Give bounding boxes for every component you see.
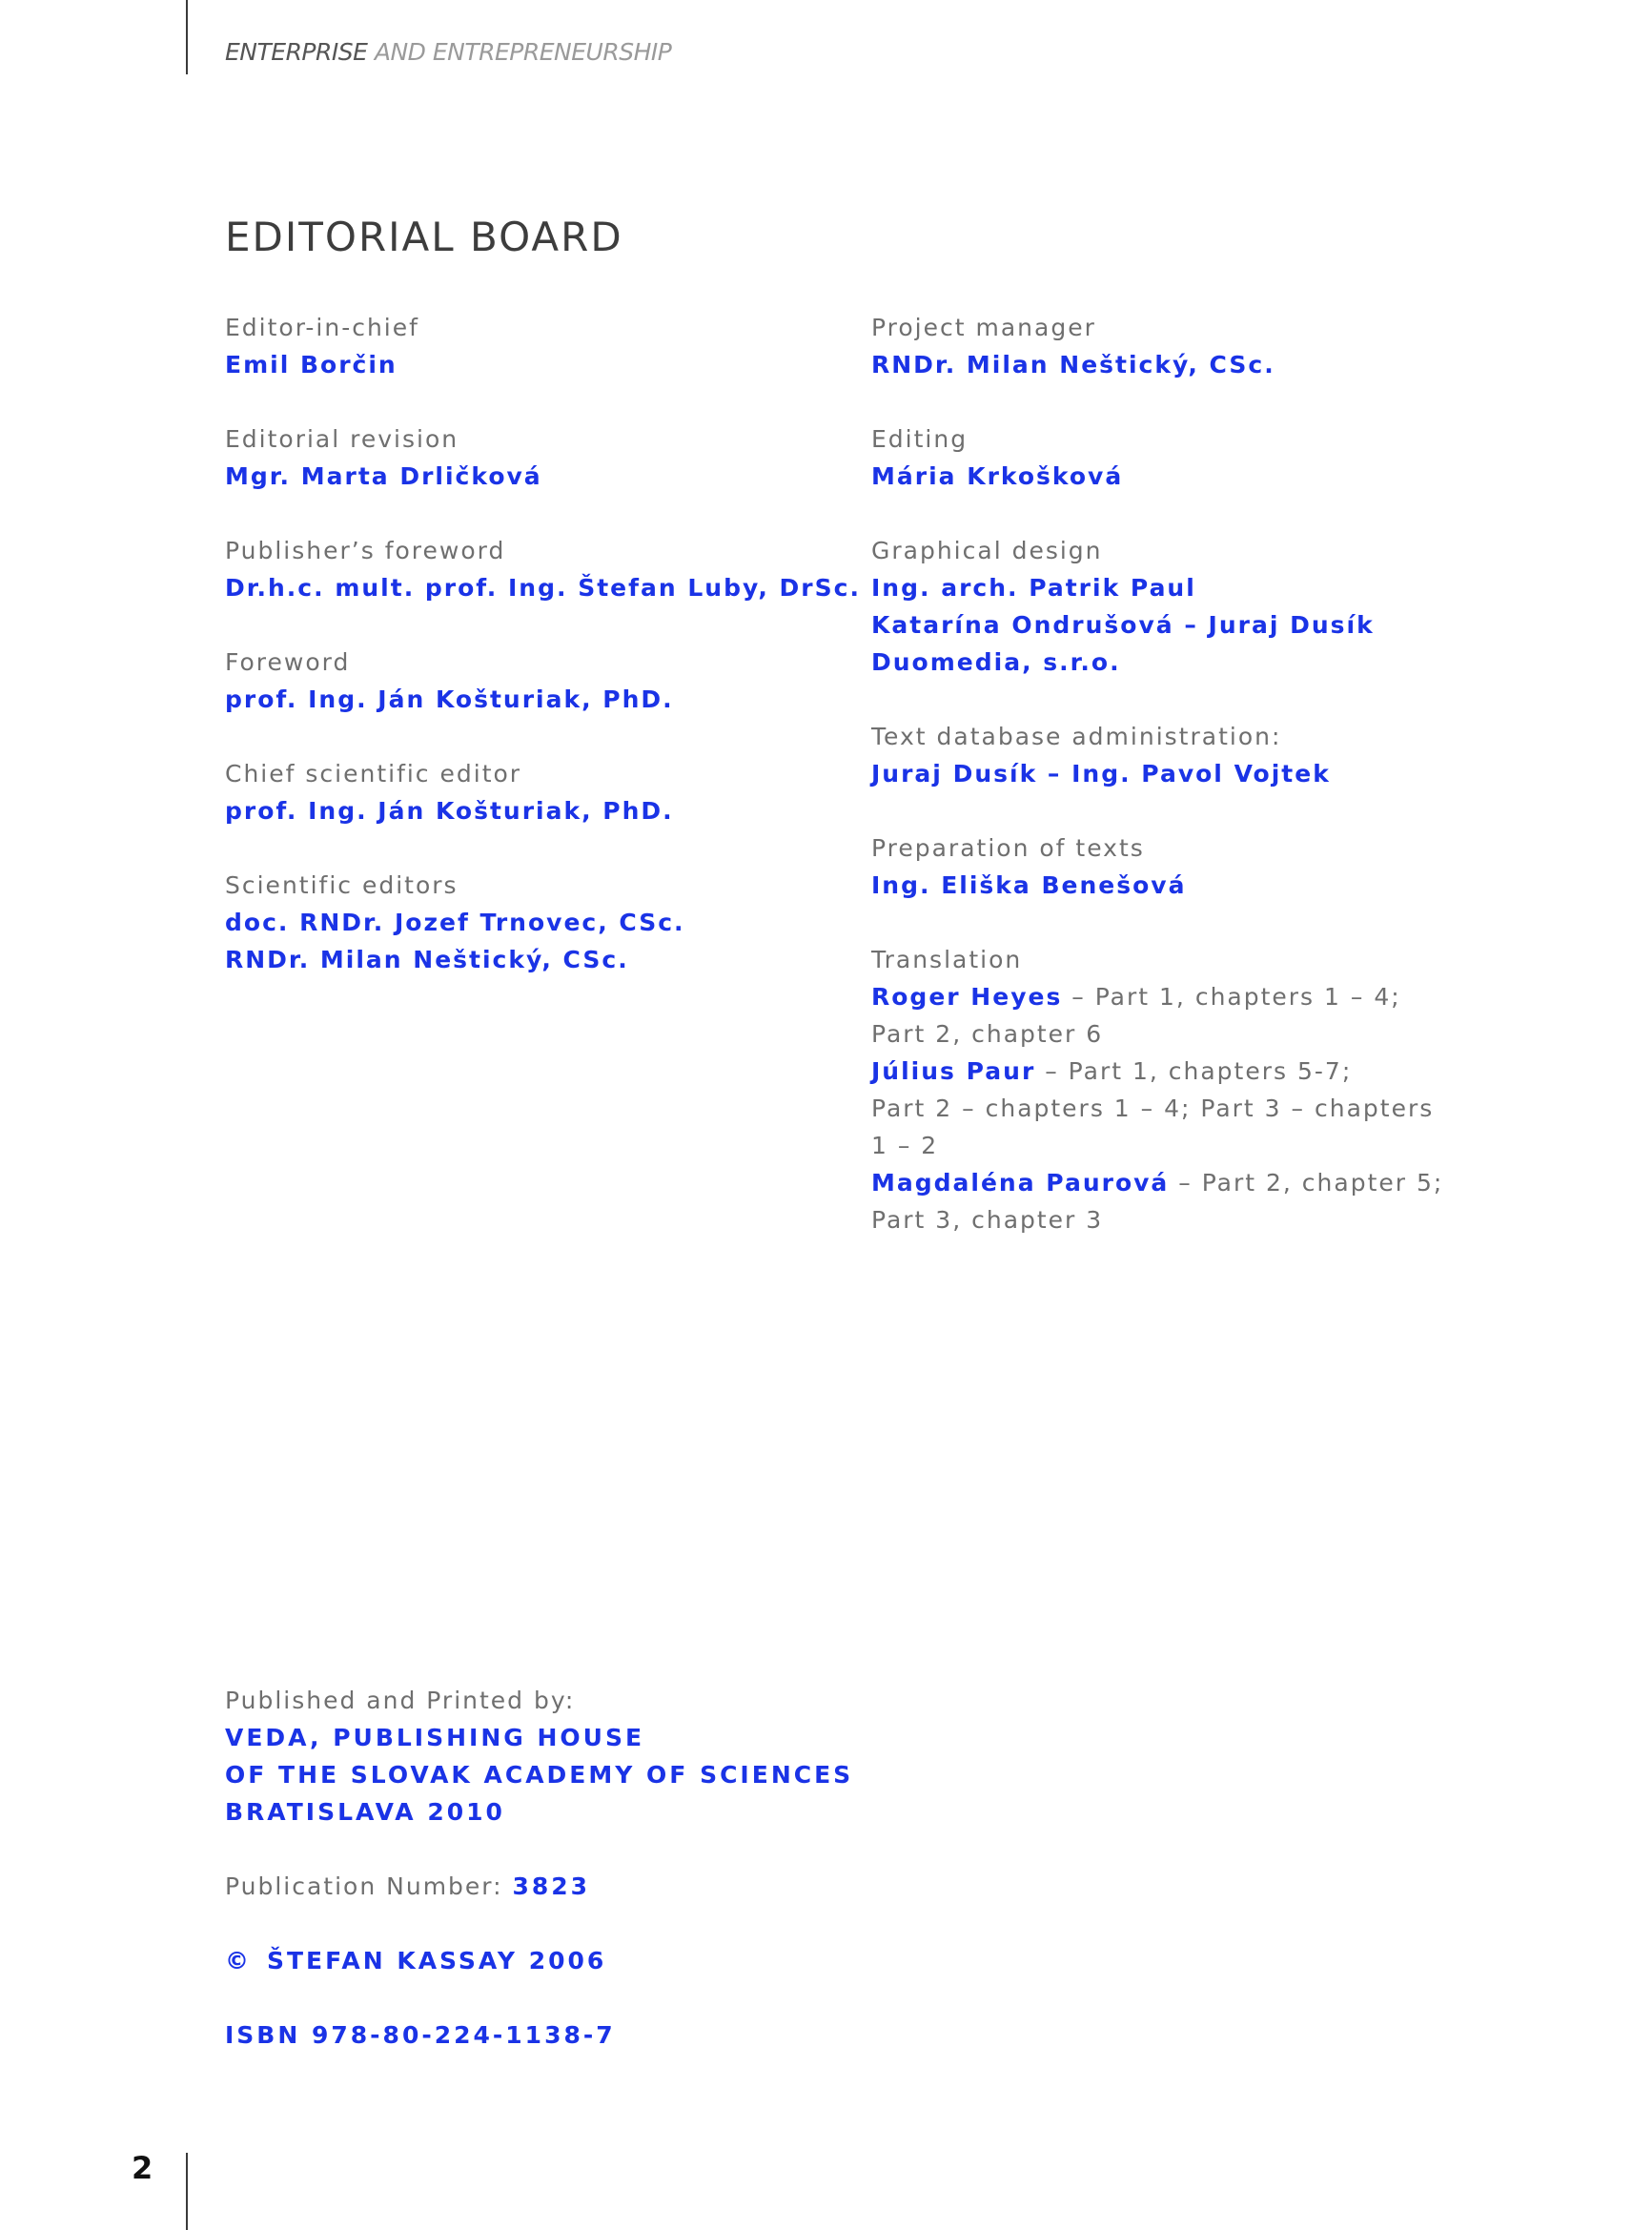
role-label: Publisher’s foreword: [225, 537, 506, 564]
page-title: EDITORIAL BOARD: [225, 214, 623, 261]
entry-foreword: [225, 644, 835, 718]
person-name: Dr.h.c. mult. prof. Ing. Štefan Luby, DrSc.: [225, 574, 861, 602]
role-label: Foreword: [225, 648, 351, 676]
entry-graphical-design: [871, 532, 1481, 681]
person-name: Duomedia, s.r.o.: [871, 648, 1121, 676]
publication-number-entry: [225, 1868, 1083, 1905]
left-column: [225, 309, 861, 1015]
publisher-label: Published and Printed by:: [225, 1687, 576, 1714]
isbn-entry: [225, 2016, 1083, 2054]
translation-detail: Part 3, chapter 3: [871, 1206, 1104, 1234]
translation-detail: – Part 1, chapters 1 – 4;: [1062, 983, 1401, 1011]
translation-line: [871, 1090, 1481, 1127]
role-label: Graphical design: [871, 537, 1103, 564]
person-name: Mgr. Marta Drličková: [225, 462, 542, 490]
entry-chief-scientific-editor: [225, 755, 835, 829]
right-column: [871, 309, 1481, 1276]
role-label: Editorial revision: [225, 425, 459, 453]
translation-detail: Part 2, chapter 6: [871, 1020, 1104, 1048]
role-label: Editing: [871, 425, 969, 453]
person-name: RNDr. Milan Neštický, CSc.: [871, 351, 1275, 378]
translation-line: [871, 1015, 1481, 1053]
publisher-line: OF THE SLOVAK ACADEMY OF SCIENCES: [225, 1761, 854, 1789]
publication-number: 3823: [512, 1872, 591, 1900]
isbn: ISBN 978-80-224-1138-7: [225, 2021, 616, 2049]
role-label: Scientific editors: [225, 871, 459, 899]
role-label: Editor-in-chief: [225, 314, 419, 341]
running-head-main: ENTERPRISE: [225, 38, 368, 66]
role-label: Translation: [871, 946, 1023, 973]
entry-scientific-editors: [225, 867, 835, 978]
person-name: prof. Ing. Ján Košturiak, PhD.: [225, 797, 674, 825]
person-name: Emil Borčin: [225, 351, 398, 378]
top-margin-rule: [186, 0, 188, 74]
entry-project-manager: [871, 309, 1481, 383]
imprint-block: [225, 1682, 1083, 2091]
role-label: Project manager: [871, 314, 1096, 341]
copyright-line: [225, 1942, 1083, 1979]
person-name: prof. Ing. Ján Košturiak, PhD.: [225, 685, 674, 713]
translation-line: [871, 1053, 1481, 1090]
running-head: [225, 38, 671, 66]
role-label: Preparation of texts: [871, 834, 1145, 862]
translator-name: Július Paur: [871, 1057, 1036, 1085]
person-name: Ing. Eliška Benešová: [871, 871, 1187, 899]
person-name: Mária Krkošková: [871, 462, 1124, 490]
translation-detail: – Part 1, chapters 5-7;: [1035, 1057, 1353, 1085]
translation-detail: – Part 2, chapter 5;: [1169, 1169, 1444, 1197]
copyright-entry: [225, 1942, 1083, 1979]
translation-line: [871, 1164, 1481, 1201]
translation-line: [871, 978, 1481, 1015]
person-name: Ing. arch. Patrik Paul: [871, 574, 1196, 602]
entry-publishers-foreword: [225, 532, 861, 606]
copyright-holder: ŠTEFAN KASSAY 2006: [267, 1947, 607, 1974]
translator-name: Magdaléna Paurová: [871, 1169, 1170, 1197]
person-name: Juraj Dusík – Ing. Pavol Vojtek: [871, 760, 1331, 788]
role-label: Text database administration:: [871, 723, 1282, 750]
person-name: Katarína Ondrušová – Juraj Dusík: [871, 611, 1375, 639]
publisher-entry: [225, 1682, 1083, 1831]
entry-preparation-of-texts: [871, 829, 1481, 904]
entry-editing: [871, 420, 1481, 495]
person-name: doc. RNDr. Jozef Trnovec, CSc.: [225, 909, 685, 936]
publication-number-line: [225, 1868, 1083, 1905]
running-head-sub: AND ENTREPRENEURSHIP: [367, 38, 672, 66]
role-label: Chief scientific editor: [225, 760, 522, 788]
publication-number-label: Publication Number:: [225, 1872, 513, 1900]
entry-translation: [871, 941, 1481, 1238]
entry-editorial-revision: [225, 420, 835, 495]
translation-detail: Part 2 – chapters 1 – 4; Part 3 – chapters: [871, 1095, 1435, 1122]
person-name: RNDr. Milan Neštický, CSc.: [225, 946, 629, 973]
copyright-icon: ©: [225, 1947, 252, 1974]
translator-name: Roger Heyes: [871, 983, 1063, 1011]
bottom-margin-rule: [186, 2153, 188, 2230]
publisher-line: BRATISLAVA 2010: [225, 1798, 505, 1826]
publisher-line: VEDA, PUBLISHING HOUSE: [225, 1724, 645, 1751]
translation-line: [871, 1127, 1481, 1164]
entry-editor-in-chief: [225, 309, 835, 383]
translation-line: [871, 1201, 1481, 1238]
page-number: 2: [132, 2150, 153, 2186]
translation-detail: 1 – 2: [871, 1132, 939, 1159]
entry-text-database-administration: [871, 718, 1481, 792]
